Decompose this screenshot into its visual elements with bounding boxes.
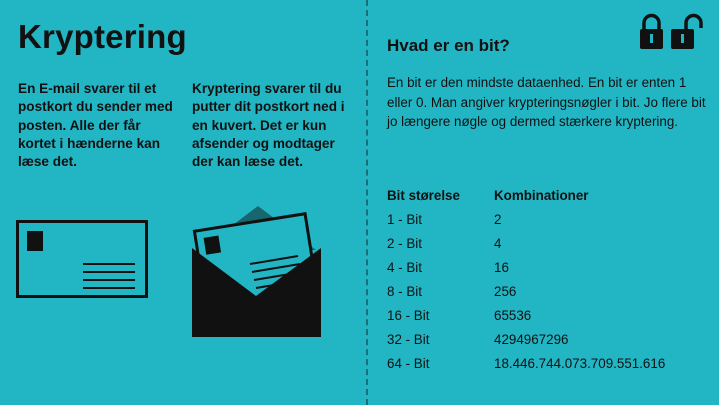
bit-size: 1 - Bit [387, 211, 422, 227]
address-line [83, 279, 135, 281]
bit-size: 32 - Bit [387, 331, 430, 347]
address-line [83, 271, 135, 273]
encryption-explanation: Kryptering svarer til du putter dit postkort ned i en kuvert. Det er kun afsender og modtager der kan læse det. [192, 81, 345, 170]
combinations: 256 [494, 283, 517, 299]
padlock-icons [638, 12, 708, 52]
padlock-open-icon [671, 16, 701, 50]
bit-size: 64 - Bit [387, 355, 430, 371]
dashed-divider [366, 0, 368, 405]
address-line [83, 287, 135, 289]
address-line [83, 263, 135, 265]
combinations: 4 [494, 235, 502, 251]
envelope-icon [190, 204, 323, 337]
table-row [387, 207, 665, 231]
table-row [387, 279, 665, 303]
table-header-row [387, 183, 665, 207]
info-heading: Hvad er en bit? [387, 36, 510, 55]
bit-size: 16 - Bit [387, 307, 430, 323]
padlock-closed-icon [640, 16, 663, 50]
combinations: 2 [494, 211, 502, 227]
table-row [387, 327, 665, 351]
combinations: 4294967296 [494, 331, 569, 347]
combinations: 18.446.744.073.709.551.616 [494, 355, 666, 371]
table-row [387, 351, 665, 375]
email-explanation: En E-mail svarer til et postkort du sender med posten. Alle der får kortet i hænderne kan læse det. [18, 81, 173, 170]
bit-size: 4 - Bit [387, 259, 422, 275]
combinations: 65536 [494, 307, 532, 323]
column-header: Kombinationer [494, 187, 589, 203]
info-paragraph: En bit er den mindste dataenhed. En bit er enten 1 eller 0. Man angiver krypteringsnøgler i bit. Jo flere bit jo længere nøgle og dermed stærkere kryptering. [387, 75, 706, 130]
combinations: 16 [494, 259, 509, 275]
postcard-icon [16, 220, 148, 298]
bit-size: 8 - Bit [387, 283, 422, 299]
table-row [387, 303, 665, 327]
table-row [387, 231, 665, 255]
table-row [387, 255, 665, 279]
stamp-icon [27, 231, 43, 251]
page-title: Kryptering [18, 18, 187, 55]
bit-table [387, 183, 665, 375]
bit-size: 2 - Bit [387, 235, 422, 251]
column-header: Bit størelse [387, 187, 460, 203]
